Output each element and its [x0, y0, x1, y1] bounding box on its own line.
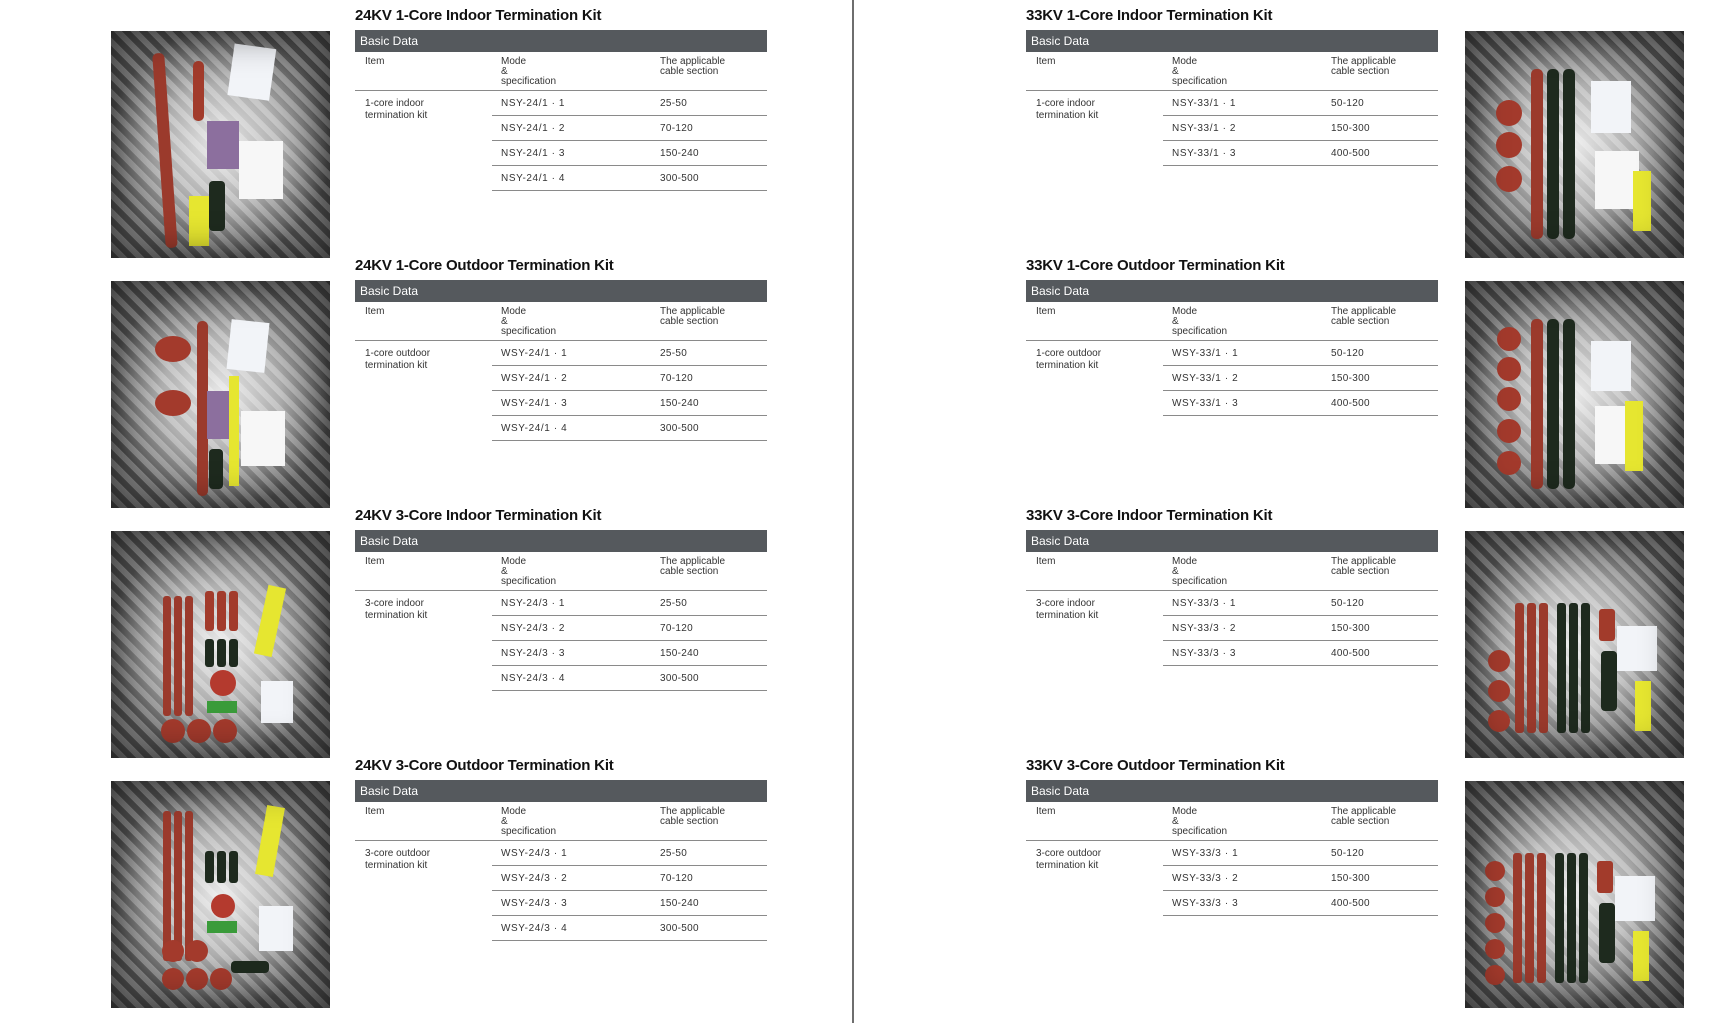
item-label: 1-core outdoor termination kit	[1036, 348, 1102, 371]
kit-title: 24KV 1-Core Indoor Termination Kit	[355, 7, 602, 24]
section-cell: 25-50	[660, 348, 688, 359]
section-cell: 50-120	[1331, 98, 1364, 109]
kit-photo-24kv-3core-indoor	[111, 531, 330, 758]
kit-photo-image	[111, 781, 330, 1008]
kit-photo-image	[111, 31, 330, 258]
section-cell: 150-300	[1331, 123, 1370, 134]
section-cell: 400-500	[1331, 148, 1370, 159]
basic-data-bar: Basic Data	[355, 280, 767, 302]
header-item: Item	[1036, 306, 1056, 317]
kit-photo-image	[1465, 31, 1684, 258]
model-cell: NSY-24/1 · 1	[501, 98, 566, 109]
header-mode-specification: Mode & specification	[1172, 56, 1228, 87]
kit-spec-33kv-3core-indoor	[1026, 506, 1438, 666]
table-row	[492, 616, 767, 641]
header-item: Item	[1036, 56, 1056, 67]
model-cell: NSY-33/1 · 2	[1172, 123, 1237, 134]
table-rows	[1163, 91, 1438, 166]
kit-photo-image	[1465, 781, 1684, 1008]
section-cell: 400-500	[1331, 898, 1370, 909]
header-cable-section: The applicable cable section	[1331, 306, 1397, 327]
model-cell: WSY-24/3 · 4	[501, 923, 568, 934]
section-cell: 50-120	[1331, 598, 1364, 609]
section-cell: 70-120	[660, 873, 693, 884]
table-header	[1026, 552, 1438, 591]
basic-data-bar: Basic Data	[1026, 780, 1438, 802]
basic-data-bar: Basic Data	[355, 780, 767, 802]
table-rows	[1163, 841, 1438, 916]
table-row	[492, 341, 767, 366]
section-cell: 150-240	[660, 648, 699, 659]
kit-photo-image	[111, 531, 330, 758]
model-cell: NSY-33/3 · 2	[1172, 623, 1237, 634]
table-rows	[492, 91, 767, 191]
table-row	[492, 841, 767, 866]
model-cell: WSY-24/1 · 4	[501, 423, 568, 434]
header-cable-section: The applicable cable section	[660, 806, 726, 827]
kit-spec-33kv-3core-outdoor	[1026, 756, 1438, 916]
table-row	[492, 891, 767, 916]
table-row	[492, 166, 767, 191]
table-rows	[1163, 341, 1438, 416]
table-row	[492, 141, 767, 166]
kit-spec-24kv-3core-outdoor	[355, 756, 767, 941]
item-label: 3-core outdoor termination kit	[1036, 848, 1102, 871]
model-cell: WSY-24/3 · 1	[501, 848, 568, 859]
table-row	[1163, 341, 1438, 366]
table-body	[355, 91, 767, 191]
header-cable-section: The applicable cable section	[1331, 56, 1397, 77]
table-row	[1163, 391, 1438, 416]
header-mode-specification: Mode & specification	[501, 806, 557, 837]
model-cell: WSY-33/1 · 1	[1172, 348, 1239, 359]
section-cell: 25-50	[660, 598, 688, 609]
table-header	[1026, 802, 1438, 841]
item-label: 3-core outdoor termination kit	[365, 848, 431, 871]
table-row	[492, 641, 767, 666]
section-cell: 150-240	[660, 148, 699, 159]
table-row	[1163, 616, 1438, 641]
section-cell: 150-300	[1331, 873, 1370, 884]
table-row	[1163, 891, 1438, 916]
section-cell: 25-50	[660, 848, 688, 859]
model-cell: WSY-33/3 · 3	[1172, 898, 1239, 909]
kit-photo-24kv-3core-outdoor	[111, 781, 330, 1008]
item-label: 1-core indoor termination kit	[1036, 98, 1099, 121]
kit-photo-image	[1465, 531, 1684, 758]
table-row	[1163, 866, 1438, 891]
table-row	[1163, 591, 1438, 616]
model-cell: NSY-33/3 · 1	[1172, 598, 1237, 609]
header-item: Item	[365, 56, 385, 67]
section-cell: 50-120	[1331, 348, 1364, 359]
table-body	[1026, 91, 1438, 166]
model-cell: NSY-24/1 · 2	[501, 123, 566, 134]
header-cable-section: The applicable cable section	[1331, 806, 1397, 827]
table-body	[1026, 841, 1438, 916]
kit-title: 33KV 3-Core Outdoor Termination Kit	[1026, 757, 1285, 774]
kit-photo-image	[111, 281, 330, 508]
item-label: 1-core outdoor termination kit	[365, 348, 431, 371]
header-item: Item	[365, 306, 385, 317]
table-rows	[492, 341, 767, 441]
header-cable-section: The applicable cable section	[660, 306, 726, 327]
section-cell: 70-120	[660, 123, 693, 134]
header-cable-section: The applicable cable section	[660, 556, 726, 577]
table-header	[355, 552, 767, 591]
table-row	[492, 416, 767, 441]
table-header	[355, 302, 767, 341]
section-cell: 300-500	[660, 423, 699, 434]
table-row	[1163, 641, 1438, 666]
model-cell: WSY-24/1 · 1	[501, 348, 568, 359]
kit-photo-33kv-1core-indoor	[1465, 31, 1684, 258]
model-cell: NSY-24/1 · 4	[501, 173, 566, 184]
table-row	[492, 591, 767, 616]
header-cable-section: The applicable cable section	[660, 56, 726, 77]
model-cell: WSY-33/1 · 2	[1172, 373, 1239, 384]
kit-spec-24kv-3core-indoor	[355, 506, 767, 691]
table-header	[355, 52, 767, 91]
table-row	[1163, 141, 1438, 166]
kit-photo-33kv-1core-outdoor	[1465, 281, 1684, 508]
table-header	[355, 802, 767, 841]
table-body	[355, 841, 767, 941]
header-mode-specification: Mode & specification	[501, 56, 557, 87]
kit-title: 24KV 1-Core Outdoor Termination Kit	[355, 257, 614, 274]
section-cell: 150-300	[1331, 623, 1370, 634]
table-row	[1163, 116, 1438, 141]
table-row	[1163, 91, 1438, 116]
section-cell: 300-500	[660, 673, 699, 684]
table-row	[492, 366, 767, 391]
section-cell: 150-240	[660, 898, 699, 909]
table-row	[1163, 366, 1438, 391]
kit-title: 33KV 1-Core Indoor Termination Kit	[1026, 7, 1273, 24]
model-cell: WSY-24/3 · 3	[501, 898, 568, 909]
kit-title: 24KV 3-Core Indoor Termination Kit	[355, 507, 602, 524]
kit-title: 33KV 1-Core Outdoor Termination Kit	[1026, 257, 1285, 274]
section-cell: 300-500	[660, 923, 699, 934]
model-cell: WSY-24/1 · 2	[501, 373, 568, 384]
section-cell: 400-500	[1331, 398, 1370, 409]
kit-spec-24kv-1core-indoor	[355, 6, 767, 191]
model-cell: WSY-24/1 · 3	[501, 398, 568, 409]
page-divider	[852, 0, 854, 1023]
header-cable-section: The applicable cable section	[1331, 556, 1397, 577]
model-cell: NSY-24/3 · 1	[501, 598, 566, 609]
kit-spec-24kv-1core-outdoor	[355, 256, 767, 441]
table-row	[492, 866, 767, 891]
kit-photo-33kv-3core-indoor	[1465, 531, 1684, 758]
header-item: Item	[365, 806, 385, 817]
table-header	[1026, 302, 1438, 341]
table-row	[492, 666, 767, 691]
model-cell: NSY-24/3 · 2	[501, 623, 566, 634]
table-rows	[492, 591, 767, 691]
table-body	[1026, 591, 1438, 666]
basic-data-bar: Basic Data	[355, 30, 767, 52]
model-cell: NSY-33/3 · 3	[1172, 648, 1237, 659]
basic-data-bar: Basic Data	[1026, 30, 1438, 52]
item-label: 3-core indoor termination kit	[365, 598, 428, 621]
table-row	[492, 916, 767, 941]
table-row	[492, 91, 767, 116]
section-cell: 300-500	[660, 173, 699, 184]
kit-spec-33kv-1core-outdoor	[1026, 256, 1438, 416]
model-cell: NSY-24/3 · 4	[501, 673, 566, 684]
kit-spec-33kv-1core-indoor	[1026, 6, 1438, 166]
section-cell: 25-50	[660, 98, 688, 109]
header-mode-specification: Mode & specification	[501, 556, 557, 587]
model-cell: NSY-33/1 · 1	[1172, 98, 1237, 109]
kit-photo-image	[1465, 281, 1684, 508]
section-cell: 400-500	[1331, 648, 1370, 659]
header-item: Item	[365, 556, 385, 567]
table-row	[492, 391, 767, 416]
model-cell: WSY-33/3 · 1	[1172, 848, 1239, 859]
kit-photo-24kv-1core-outdoor	[111, 281, 330, 508]
kit-photo-33kv-3core-outdoor	[1465, 781, 1684, 1008]
model-cell: WSY-33/1 · 3	[1172, 398, 1239, 409]
section-cell: 150-300	[1331, 373, 1370, 384]
section-cell: 50-120	[1331, 848, 1364, 859]
header-mode-specification: Mode & specification	[1172, 306, 1228, 337]
basic-data-bar: Basic Data	[355, 530, 767, 552]
table-row	[1163, 841, 1438, 866]
basic-data-bar: Basic Data	[1026, 530, 1438, 552]
header-item: Item	[1036, 556, 1056, 567]
model-cell: WSY-33/3 · 2	[1172, 873, 1239, 884]
kit-title: 33KV 3-Core Indoor Termination Kit	[1026, 507, 1273, 524]
model-cell: NSY-33/1 · 3	[1172, 148, 1237, 159]
kit-photo-24kv-1core-indoor	[111, 31, 330, 258]
kit-title: 24KV 3-Core Outdoor Termination Kit	[355, 757, 614, 774]
item-label: 3-core indoor termination kit	[1036, 598, 1099, 621]
section-cell: 70-120	[660, 623, 693, 634]
header-mode-specification: Mode & specification	[1172, 556, 1228, 587]
header-mode-specification: Mode & specification	[1172, 806, 1228, 837]
table-rows	[492, 841, 767, 941]
table-body	[1026, 341, 1438, 416]
model-cell: NSY-24/3 · 3	[501, 648, 566, 659]
header-mode-specification: Mode & specification	[501, 306, 557, 337]
table-body	[355, 341, 767, 441]
basic-data-bar: Basic Data	[1026, 280, 1438, 302]
table-row	[492, 116, 767, 141]
model-cell: NSY-24/1 · 3	[501, 148, 566, 159]
section-cell: 70-120	[660, 373, 693, 384]
table-body	[355, 591, 767, 691]
section-cell: 150-240	[660, 398, 699, 409]
table-rows	[1163, 591, 1438, 666]
item-label: 1-core indoor termination kit	[365, 98, 428, 121]
table-header	[1026, 52, 1438, 91]
model-cell: WSY-24/3 · 2	[501, 873, 568, 884]
header-item: Item	[1036, 806, 1056, 817]
